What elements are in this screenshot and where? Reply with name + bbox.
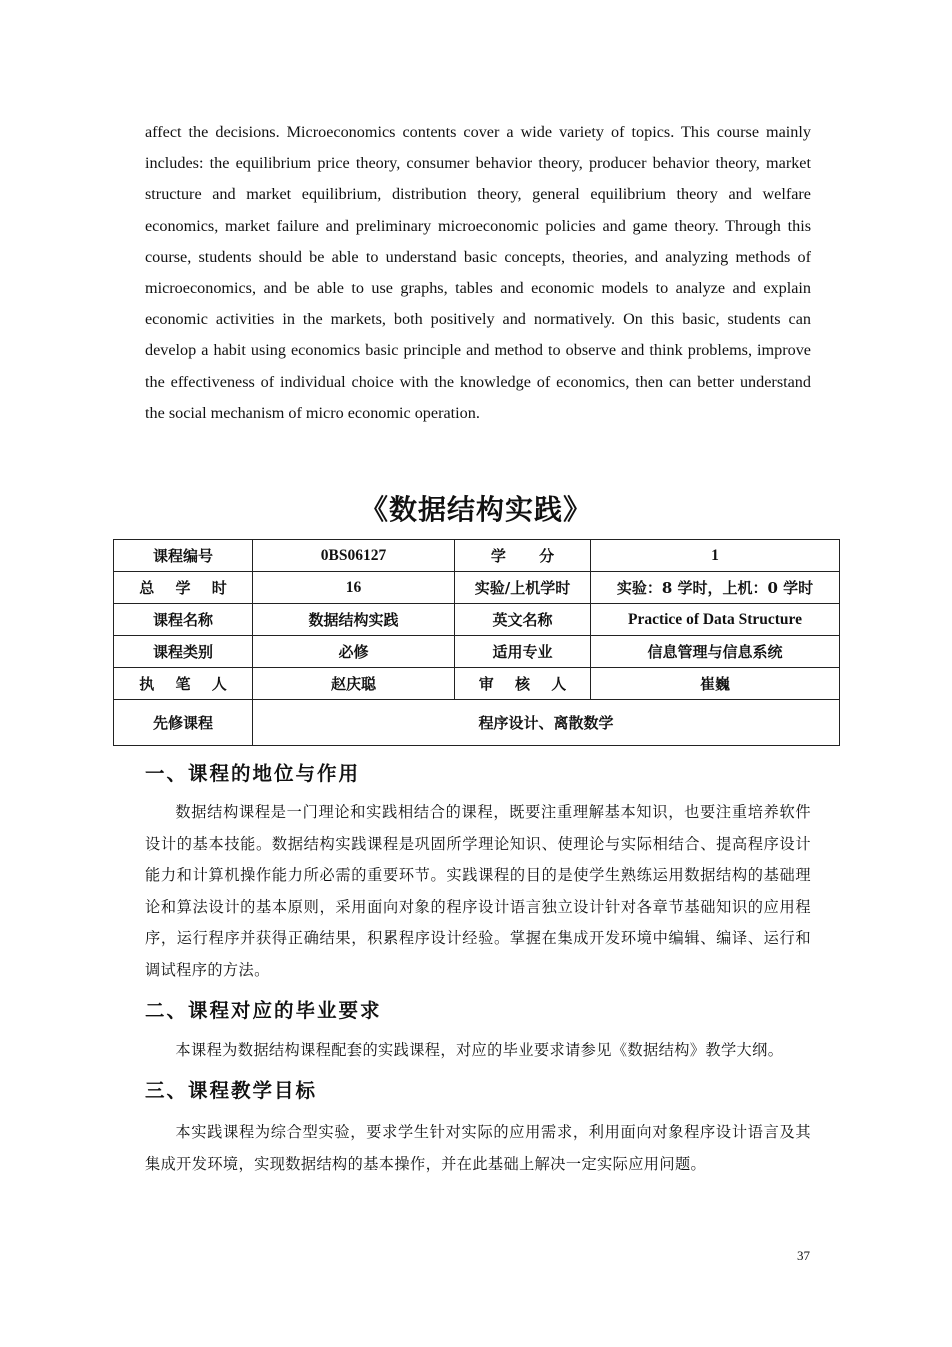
major-value: 信息管理与信息系统 [591, 636, 840, 668]
course-type-label: 课程类别 [114, 636, 253, 668]
lab-hours-label: 实验/上机学时 [455, 572, 591, 604]
page-number: 37 [797, 1248, 810, 1263]
section-body-role: 数据结构课程是一门理论和实践相结合的课程，既要注重理解基本知识，也要注重培养软件设计的基本技能。数据结构实践课程是巩固所学理论知识、使理论与实际相结合、提高程序设计能力和计算机操作能力所必需的重要环节。实践课程的目的是使学生熟练运用数据结构的基础理论和算法设计的基本原则，采用面向对象的程序设计语言独立设计针对各章节基础知识的应用程序，运行程序并获得正确结果，积累程序设计经验。掌握在集成开发环境中编辑、编译、运行和调试程序的方法。 [145, 803, 811, 979]
lab-hours-value: 实验：8 学时，上机：0 学时 [591, 572, 840, 604]
author-label: 执 笔 人 [114, 668, 253, 700]
table-row [114, 700, 840, 746]
major-label: 适用专业 [455, 636, 591, 668]
course-name-value: 数据结构实践 [253, 604, 455, 636]
course-type-value: 必修 [253, 636, 455, 668]
course-code-label: 课程编号 [114, 540, 253, 572]
course-info-table [113, 539, 840, 746]
total-hours-label: 总 学 时 [114, 572, 253, 604]
section-heading-requirements: 二、课程对应的毕业要求 [145, 999, 382, 1022]
course-code-value: 0BS06127 [253, 540, 455, 572]
table-row [114, 636, 840, 668]
reviewer-label: 审 核 人 [455, 668, 591, 700]
intro-paragraph: affect the decisions. Microeconomics contents cover a wide variety of topics. This course mainly includes: the equilibrium price theory, consumer behavior theory, producer behavior theory, market structure and market equilibrium, distribution theory, general equilibrium theory and welfare economics, market failure and preliminary microeconomic policies and game theory. Through this course, students should be able to understand basic concepts, theories, and analyzing methods of microeconomics, and be able to use graphs, tables and economic models to analyze and explain economic activities in the markets, both positively and normatively. On this basic, students can develop a habit using economics basic principle and method to observe and think problems, improve the effectiveness of individual choice with the knowledge of economics, then can better understand the social mechanism of micro economic operation. [145, 123, 811, 422]
reviewer-value: 崔巍 [591, 668, 840, 700]
prereq-label: 先修课程 [114, 700, 253, 746]
table-row [114, 540, 840, 572]
total-hours-value: 16 [253, 572, 455, 604]
author-value: 赵庆聪 [253, 668, 455, 700]
english-name-value: Practice of Data Structure [591, 604, 840, 636]
section-heading-role: 一、课程的地位与作用 [145, 762, 361, 785]
credit-value: 1 [591, 540, 840, 572]
table-row [114, 572, 840, 604]
section-body-objectives: 本实践课程为综合型实验，要求学生针对实际的应用需求，利用面向对象程序设计语言及其集成开发环境，实现数据结构的基本操作，并在此基础上解决一定实际应用问题。 [145, 1123, 811, 1173]
course-title: 《数据结构实践》 [359, 493, 592, 526]
english-name-label: 英文名称 [455, 604, 591, 636]
course-name-label: 课程名称 [114, 604, 253, 636]
section-body-requirements: 本课程为数据结构课程配套的实践课程，对应的毕业要求请参见《数据结构》教学大纲。 [175, 1041, 784, 1059]
credit-label: 学 分 [455, 540, 591, 572]
table-row [114, 604, 840, 636]
table-row [114, 668, 840, 700]
section-heading-objectives: 三、课程教学目标 [145, 1079, 318, 1102]
prereq-value: 程序设计、离散数学 [253, 700, 840, 746]
